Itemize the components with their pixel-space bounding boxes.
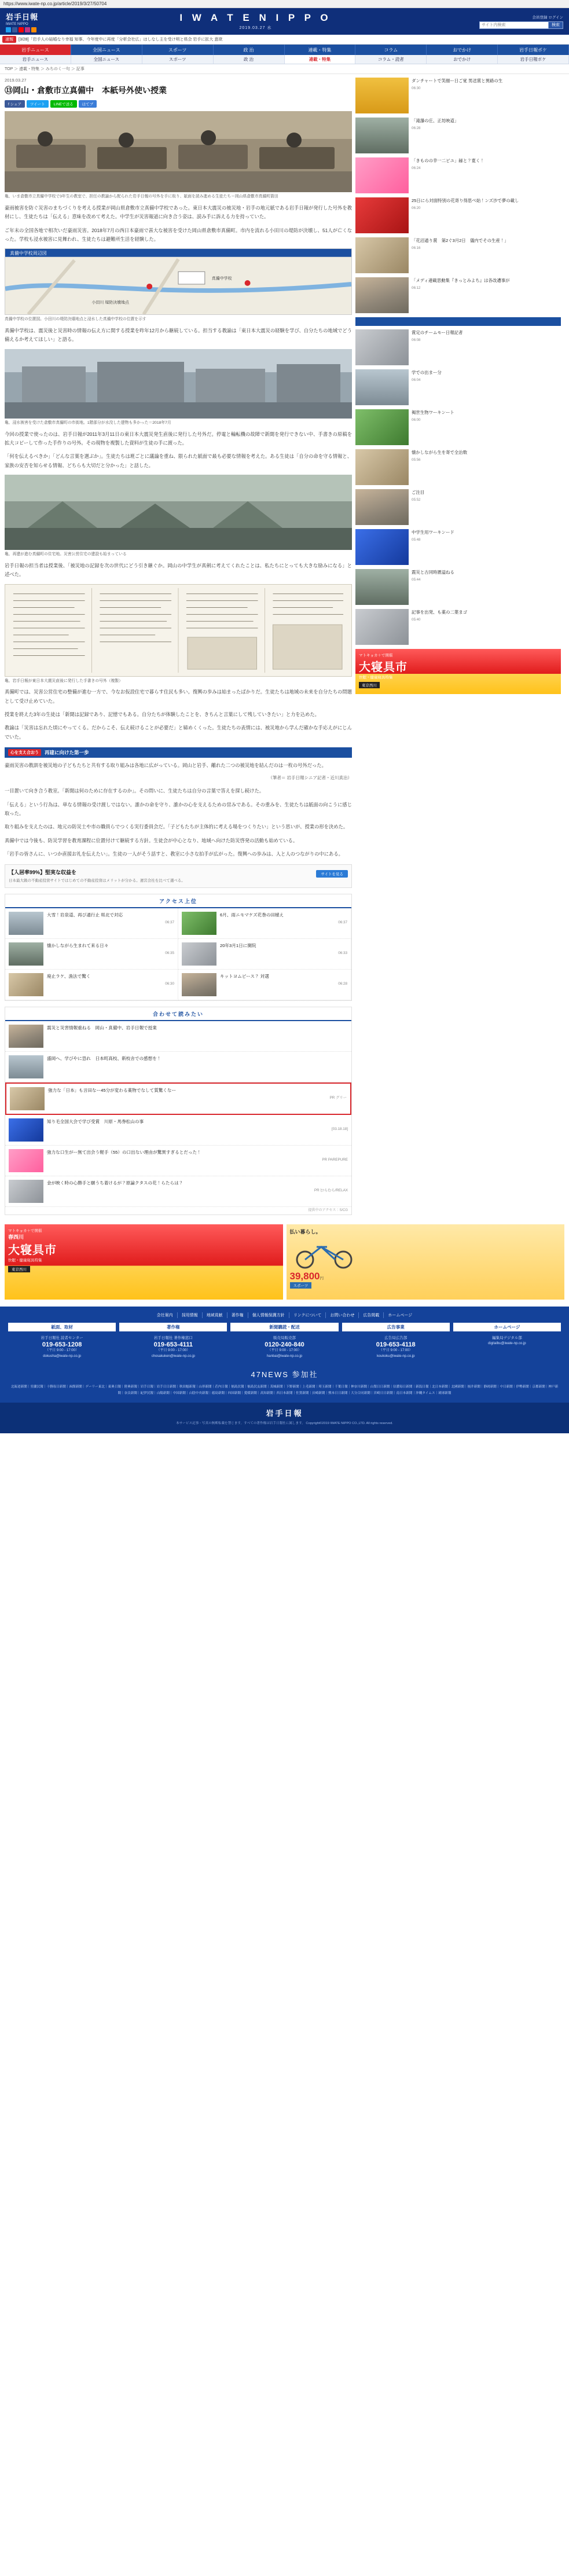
footer-col-label: 岩手日報社 著作権窓口 xyxy=(153,1336,193,1341)
subnav-sports[interactable]: スポーツ xyxy=(142,55,214,64)
news47-member-links[interactable]: 北海道新聞｜室蘭民報｜十勝毎日新聞｜函館新聞｜デーリー東北｜東奥日報｜陸奥新報｜岩手日報｜岩手日日新聞｜秋田魁新報｜山形新聞｜荘内日報｜福島民報｜福島民友新聞｜茨城新聞｜下野新聞｜上毛新聞｜埼玉新聞｜千葉日報｜神奈川新聞｜山梨日日新聞｜信濃毎日新聞｜新潟日報｜北日本新聞｜北國新聞｜福井新聞｜静岡新聞｜中日新聞｜伊勢新聞｜京都新聞｜神戸新聞｜奈良新聞｜紀伊民報｜山陽新聞｜中国新聞｜山陰中央新報｜徳島新聞｜四国新聞｜愛媛新聞｜高知新聞｜西日本新聞｜佐賀新聞｜長崎新聞｜熊本日日新聞｜大分合同新聞｜宮崎日日新聞｜南日本新聞｜沖縄タイムス｜琉球新報 xyxy=(10,1385,559,1396)
figure-photo-2 xyxy=(5,349,352,426)
access-ranking-title: アクセス上位 xyxy=(5,894,351,908)
list-item[interactable] xyxy=(5,1176,351,1207)
sidebar-item-time: 06:28 xyxy=(412,126,421,131)
list-item-title[interactable]: 6月、雨ニモマケズ花巻の田植え xyxy=(220,912,284,918)
sidebar-item-time: 06:00 xyxy=(412,418,421,423)
share-hatena-button[interactable]: はてブ xyxy=(79,100,97,108)
bicycle-banner-price: 39,800 xyxy=(289,1271,320,1282)
article-paragraph: 今回の授業で使ったのは、岩手日報が2011年3月11日の東日本大震災発生直後に発行した号外だ。停電と輪転機の故障で新聞を発行できない中、手書きの原稿を拡大コピーして作った手作りの号外。その現物を複製した資料が生徒の手に渡った。 xyxy=(5,431,352,446)
nav-sports[interactable]: スポーツ xyxy=(142,45,214,55)
list-thumbnail xyxy=(9,1180,43,1203)
list-thumbnail xyxy=(9,942,43,966)
sidebar-item-time: 06:20 xyxy=(412,206,421,211)
header-right-block xyxy=(453,14,563,29)
footer-col-head: 紙面、取材 xyxy=(8,1323,116,1331)
festival-photo-thumbnail xyxy=(355,237,409,273)
list-thumbnail xyxy=(9,973,43,996)
list-item[interactable] xyxy=(5,908,178,939)
share-line-button[interactable]: LINEで送る xyxy=(50,100,77,108)
article-paragraph: 「伝える」という行為は、単なる情報の受け渡しではない。誰かの命を守り、誰かの心を支えるための営みである。その重みを、生徒たちは紙面の向こうに感じ取った。 xyxy=(5,801,352,817)
site-logo-en: IWATE NIPPO xyxy=(6,22,28,26)
list-item-note: PR グリー xyxy=(329,1095,347,1100)
article-paragraph: 岩手日報の担当者は授業後、「被災地の記録を次の世代にどう引き継ぐか。岡山の中学生が真剣に考えてくれたことは、私たちにとっても大きな励みになる」と述べた。 xyxy=(5,562,352,578)
hero-photo-caption: 亀、いま倉敷市立真備中学校で3年生の教室で、担任の教諭から配られた岩手日報の号外を手に取り、紙面を読み進める生徒たち＝岡山県倉敷市真備町箭田 xyxy=(5,195,278,199)
article-paragraph: 豪雨災害の教訓を被災地の子どもたちと共有する取り組みは各地に広がっている。岡山と岩手、離れた二つの被災地を結んだのは一枚の号外だった。 xyxy=(5,762,326,769)
article-body xyxy=(5,204,352,742)
footer-col-mail[interactable]: koukoku@iwate-np.co.jp xyxy=(376,1354,415,1358)
sidebar-item-time: 05:48 xyxy=(412,538,421,542)
bus-photo-thumbnail xyxy=(355,78,409,113)
site-search[interactable] xyxy=(479,21,563,29)
photo2-caption: 亀、浸水被害を受けた倉敷市真備町の市街地。1階部分が水没した建物も多かった＝2018年7月 xyxy=(5,420,171,425)
footer-link-homepage[interactable]: ホームページ xyxy=(388,1313,413,1318)
related-articles-title: 合わせて読みたい xyxy=(5,1007,351,1021)
list-item-time: 06:30 xyxy=(165,981,174,986)
sidebar-news-item[interactable] xyxy=(355,609,561,645)
svg-text:真備中学校: 真備中学校 xyxy=(211,277,232,281)
article-date: 2019.03.27 xyxy=(5,78,27,83)
list-item[interactable] xyxy=(5,939,178,970)
sidebar-banner-ad[interactable] xyxy=(355,649,561,694)
sidebar-news-item[interactable] xyxy=(355,449,561,485)
sidebar-item-time: 05:44 xyxy=(412,578,421,582)
site-footer xyxy=(0,1307,569,1433)
news-photo-thumbnail xyxy=(355,609,409,645)
nav-series[interactable]: 連載・特集 xyxy=(285,45,356,55)
footer-link-ads[interactable]: 広告掲載 xyxy=(359,1312,384,1318)
list-item[interactable] xyxy=(5,1115,351,1146)
sidebar-item-time: 06:30 xyxy=(412,86,421,91)
footer-col-tel[interactable]: 0120-240-840 xyxy=(265,1341,304,1349)
nav-national-news[interactable]: 全国ニュース xyxy=(71,45,142,55)
footer-col-tel[interactable]: 019-653-4118 xyxy=(376,1341,416,1349)
quake-photo-thumbnail xyxy=(355,569,409,605)
sidebar-item-title[interactable]: ダンチャートで笑顔ー日ご覚 男送賞と異路の生 xyxy=(412,78,503,83)
list-item-time: 06:28 xyxy=(338,981,347,986)
sidebar-news-item[interactable] xyxy=(355,157,561,193)
nav-column[interactable]: コラム xyxy=(355,45,427,55)
sidebar-banner-subtitle: 快眠・健康寝具特集 xyxy=(359,676,393,680)
footer-bottom xyxy=(0,1403,569,1434)
subnav-odekake[interactable]: おでかけ xyxy=(427,55,498,64)
sidebar-item-title[interactable]: 「きものの幸一二ビユ」縁と？寛く！ xyxy=(412,158,484,163)
team-photo-thumbnail xyxy=(355,329,409,365)
svg-text:真備中学校周辺図: 真備中学校周辺図 xyxy=(9,251,47,256)
list-item[interactable] xyxy=(5,1052,351,1082)
footer-link-about-links[interactable]: リンクについて xyxy=(289,1312,326,1318)
list-item-title[interactable]: 強力な口生がー無て出会う軽手（55）の口出ない理由が驚異すぎるとだった！ xyxy=(47,1150,201,1155)
sidebar-item-title[interactable]: 25日にら対面特別の花寄り得思べ始！ンズ沙で夢の載し xyxy=(412,198,519,203)
sidebar-news-item[interactable] xyxy=(355,529,561,565)
article-paragraph: 真備中学校は、震災後と災害時の情報の伝え方に関する授業を昨年12月から継続している。担当する教諭は「東日本大震災の経験を学び、自分たちの地域でどう備えるか考えてほしい」と語る。 xyxy=(5,328,352,343)
byline: （筆者＝ 岩手日報シニア記者・近川真治） xyxy=(268,775,352,781)
location-map xyxy=(5,248,352,315)
article-paragraph: 「何を伝えるべきか」「どんな言葉を選ぶか」。生徒たちは班ごとに議論を重ね、限られた紙面で最も必要な情報を考えた。ある生徒は「自分の命を守る情報と、家族の安否を知らせる情報、どちらも大切だと分かった」と話した。 xyxy=(5,453,352,468)
sidebar-item-time: 05:40 xyxy=(412,618,421,622)
footer-col-label: 岩手日報社 読者センター xyxy=(41,1336,83,1341)
sidebar-banner-title: 大寝具市 xyxy=(359,661,408,674)
footer-col-head: 新聞購読・配送 xyxy=(230,1323,338,1331)
footer-col-mail[interactable]: chosakuken@iwate-np.co.jp xyxy=(151,1354,195,1358)
section-heading-text: 再建に向けた第一歩 xyxy=(45,750,89,756)
furniture-banner-title: 大寝具市 xyxy=(8,1244,57,1257)
footer-col-mail[interactable]: dokusha@iwate-np.co.jp xyxy=(43,1354,81,1358)
sidebar-item-title[interactable]: 懐かしながら生を寄で全治数 xyxy=(412,450,468,455)
footer-col-tel[interactable]: 019-653-4111 xyxy=(153,1341,193,1349)
sidebar-news-item[interactable] xyxy=(355,329,561,365)
site-logo-jp: 岩手日報 xyxy=(6,12,39,21)
footer-col-head: 広告事業 xyxy=(342,1323,450,1331)
sidebar-banner-line1: マトキョカ＋で開催 xyxy=(359,654,393,658)
article-paragraph: 授業を終えた3年の生徒は「新聞は記録であり、記憶でもある。自分たちが体験したことを、きちんと言葉にして残していきたい」と力を込めた。 xyxy=(5,711,320,718)
bicycle-icon xyxy=(290,1238,359,1269)
section-heading-tag: 心を支え合おう xyxy=(8,749,41,756)
bicycle-banner-tag: スポーツ xyxy=(290,1282,312,1289)
work-photo-thumbnail xyxy=(355,409,409,445)
ad-title[interactable]: 【入居率99%】堅実な収益を xyxy=(9,869,77,876)
subnav-iwate-news[interactable]: 岩手ニュース xyxy=(0,55,71,64)
newspaper-scan-illustration xyxy=(5,585,351,676)
subnav-column[interactable]: コラム・読者 xyxy=(355,55,427,64)
nav-politics[interactable]: 政 治 xyxy=(214,45,285,55)
list-thumbnail xyxy=(182,912,216,935)
furniture-sale-banner[interactable] xyxy=(5,1224,283,1300)
list-item-time: 06:37 xyxy=(338,920,347,924)
sidebar-item-title[interactable]: 「花沼通り賞 第2ぐ3月2日 儀内でその生産！」 xyxy=(412,238,509,243)
nav-odekake[interactable]: おでかけ xyxy=(427,45,498,55)
sidebar-news-item[interactable] xyxy=(355,277,561,313)
furniture-banner-season: 春西川 xyxy=(8,1234,24,1241)
youtube-icon[interactable] xyxy=(19,27,24,32)
subnav-national-news[interactable]: 全国ニュース xyxy=(71,55,142,64)
scan-caption: 亀、岩手日報が東日本大震災直後に発行した手書きの号外（複製） xyxy=(5,678,123,683)
page-body xyxy=(0,74,569,1224)
footer-link-copyright[interactable]: 著作権 xyxy=(227,1312,248,1318)
footer-col-hours: （平日 9:00 - 17:00） xyxy=(45,1349,79,1353)
footer-column-copyright xyxy=(119,1323,227,1359)
access-ranking-list xyxy=(5,908,351,1000)
sidebar-news-item[interactable] xyxy=(355,569,561,605)
map-illustration xyxy=(5,249,351,314)
share-facebook-button[interactable]: f シェア xyxy=(5,100,25,108)
sidebar-item-time: 06:04 xyxy=(412,378,421,383)
list-thumbnail xyxy=(182,942,216,966)
sidebar-news-item[interactable] xyxy=(355,118,561,153)
footer-col-hours: （平日 9:00 - 17:00） xyxy=(267,1349,302,1353)
sidebar-item-title[interactable]: 「メディ連載思動集『きっとみよち』は各改遭事が xyxy=(412,278,510,283)
flash-tag: 速報 xyxy=(2,36,16,43)
list-thumbnail xyxy=(9,1149,43,1172)
footer-link-contact[interactable]: お問い合わせ xyxy=(326,1312,359,1318)
sidebar-item-title[interactable]: 中学生用ワーキンード xyxy=(412,530,454,535)
townscape-illustration xyxy=(5,349,352,419)
sidebar-item-title[interactable]: ご注目 xyxy=(412,490,425,495)
main-column xyxy=(5,78,352,1221)
furniture-banner-top: マトキョカ＋で開催 xyxy=(8,1229,42,1234)
sidebar-item-title[interactable]: 震災と古同時置溢ねる xyxy=(412,570,454,575)
list-item-title[interactable]: 廃止ラケ、漁法で驚く xyxy=(47,974,91,979)
page-title: ⑬岡山・倉敷市立真備中 本紙号外使い授業 xyxy=(5,86,167,95)
poster-photo-thumbnail xyxy=(355,197,409,233)
furniture-banner-sub: 快眠・健康寝具特集 xyxy=(8,1258,42,1263)
sidebar-item-title[interactable]: 「滝瀑の庄、正坊映道」 xyxy=(412,118,459,123)
figure-document-scan xyxy=(5,584,352,684)
list-item[interactable] xyxy=(178,939,351,970)
footer-link-privacy[interactable]: 個人情報保護方針 xyxy=(248,1312,289,1318)
list-item-time: 06:35 xyxy=(165,951,174,955)
portrait-photo-thumbnail xyxy=(355,449,409,485)
footer-copyright: 本サービス記事・写真の無断転載を禁じます。すべての著作権は岩手日報社に属します。 Copyright©2019 IWATE NIPPO CO.,LTD. All rights reserved. xyxy=(176,1421,393,1425)
sidebar-news-item[interactable] xyxy=(355,409,561,445)
sidebar-banner-brand: 東京西川 xyxy=(359,682,380,688)
secondary-nav[interactable] xyxy=(0,55,569,64)
list-item-title[interactable]: 20年3月1日に開院 xyxy=(220,943,256,949)
section-heading xyxy=(5,747,352,758)
list-item-title[interactable]: 強力な「日本」も言田なー45分が変わる薬物でなして質驚くなー xyxy=(48,1088,177,1093)
figure-map xyxy=(5,248,352,322)
note-photo-thumbnail xyxy=(355,489,409,525)
sidebar-item-time: 06:24 xyxy=(412,166,421,171)
footer-col-mail[interactable]: digitalbu@iwate-np.co.jp xyxy=(488,1342,526,1346)
list-item-time: 06:33 xyxy=(338,951,347,955)
sidebar xyxy=(355,78,561,698)
bicycle-banner-title: 払い暮らし。 xyxy=(289,1229,321,1235)
share-buttons[interactable] xyxy=(5,100,352,108)
article-paragraph: 豪雨被害を防ぐ災害のまちづくりを考える授業が岡山県倉敷市立真備中学校であった。東日本大震災の被災地・岩手の地元紙である岩手日報が発行した号外を教材にし、生徒たちは「伝える」意味を改めて考えた。中学生が災害報道に向き合う姿は、読み手に訴える力を持っていた。 xyxy=(5,204,352,220)
footer-col-mail[interactable]: hanbai@iwate-np.co.jp xyxy=(266,1354,303,1358)
article-paragraph: 真備町では、災害公営住宅の整備が進む一方で、今なお仮設住宅で暮らす住民も多い。復興の歩みは始まったばかりだ。生徒たちは地域の未来を自分たちの問題として受け止めていた。 xyxy=(5,689,352,704)
subnav-series[interactable]: 連載・特集 xyxy=(285,55,356,64)
sidebar-item-title[interactable]: 学での出まー分 xyxy=(412,370,442,375)
list-item[interactable] xyxy=(5,1021,351,1052)
list-item-title[interactable]: 盛岡へ、学びやに恐れ 日本町高校、新校舎での感想を！ xyxy=(47,1056,161,1062)
search-button[interactable]: 検索 xyxy=(549,21,563,29)
classroom-illustration xyxy=(5,111,352,192)
bicycle-banner-unit: 円 xyxy=(320,1276,324,1281)
list-item-title[interactable]: 知り毛全国大会で学び受賞 川原・馬券松山の事 xyxy=(47,1119,144,1125)
sidebar-news-item[interactable] xyxy=(355,197,561,233)
footer-col-hours: （平日 9:00 - 17:00） xyxy=(156,1349,190,1353)
bottom-banner-row xyxy=(0,1224,569,1304)
footer-col-head: 著作権 xyxy=(119,1323,227,1331)
site-logo[interactable] xyxy=(6,11,58,32)
list-item-title[interactable]: 懐かしながら生まれて来る日々 xyxy=(47,943,109,949)
footer-column-homepage xyxy=(453,1323,561,1359)
list-item-note: PR PAREPURE xyxy=(322,1157,348,1162)
sidebar-news-item[interactable] xyxy=(355,78,561,113)
site-header xyxy=(0,8,569,35)
footer-nav[interactable] xyxy=(0,1312,569,1323)
subnav-politics[interactable]: 政 治 xyxy=(214,55,285,64)
list-item-highlighted[interactable] xyxy=(5,1082,351,1115)
list-thumbnail xyxy=(10,1087,45,1110)
member-login-link[interactable]: 会員登録 ログイン xyxy=(532,15,563,20)
junior-photo-thumbnail xyxy=(355,529,409,565)
list-thumbnail xyxy=(9,1055,43,1078)
primary-nav[interactable] xyxy=(0,45,569,55)
movie-photo-thumbnail xyxy=(355,118,409,153)
sidebar-section-heading xyxy=(355,317,561,326)
article-paragraph: 「岩手の皆さんに、いつか直接お礼を伝えたい」。生徒の一人がそう話すと、教室に小さな拍手が広がった。復興への歩みは、人と人のつながりの中にある。 xyxy=(5,851,343,857)
sidebar-item-title[interactable]: 記事を出発、も薬の二葉まゴ xyxy=(412,610,468,615)
footer-link-recruit[interactable]: 採用情報 xyxy=(178,1312,203,1318)
search-input[interactable] xyxy=(479,21,549,29)
subnav-pocket[interactable]: 岩手日報ポケ xyxy=(498,55,569,64)
footer-column-subscription xyxy=(230,1323,338,1359)
access-ranking-block xyxy=(5,894,352,1001)
header-date: 2019.03.27 水 xyxy=(239,26,272,30)
instagram-icon[interactable] xyxy=(25,27,30,32)
header-social-links[interactable] xyxy=(6,27,58,32)
list-thumbnail xyxy=(9,912,43,935)
ad-description: 日本最大級の不動産投資サイトではじめての不動産投資はメリットが分かる。運営会社を比べて選べる。 xyxy=(9,879,185,883)
footer-col-label: 編集局デジタル部 xyxy=(492,1336,522,1341)
article-paragraph: 教諭は「災害は忘れた頃にやってくる。だからこそ、伝え続けることが必要だ」と締めくくった。生徒たちの表情には、被災地から学んだ確かな手応えがにじんでいた。 xyxy=(5,725,352,740)
footer-logo: 岩手日報 xyxy=(266,1408,303,1418)
list-thumbnail xyxy=(9,1118,43,1142)
svg-text:小田川 堤防決壊地点: 小田川 堤防決壊地点 xyxy=(91,300,130,305)
browser-url-bar[interactable]: https://www.iwate-np.co.jp/article/2019/3/27/50704 xyxy=(0,0,569,8)
bicycle-sale-banner[interactable] xyxy=(287,1224,565,1300)
sidebar-item-time: 05:52 xyxy=(412,498,421,502)
footer-col-hours: （平日 9:00 - 17:00） xyxy=(379,1349,413,1353)
list-item-title[interactable]: 大雪！岩泉道、再び通行止 県北で対応 xyxy=(47,912,123,918)
sidebar-item-time: 06:16 xyxy=(412,246,421,251)
sidebar-item-time: 06:08 xyxy=(412,338,421,343)
list-thumbnail xyxy=(182,973,216,996)
list-item-title[interactable]: 金が映く時の心勝手と願うち着けるが？原論クタスの花！らたらは？ xyxy=(47,1180,183,1186)
list-item-title[interactable]: キットヨムピース？ 対選 xyxy=(220,974,269,979)
sidebar-item-time: 05:56 xyxy=(412,458,421,463)
kimono-photo-thumbnail xyxy=(355,157,409,193)
sidebar-news-item[interactable] xyxy=(355,489,561,525)
list-item-note: PR ﾋｺらむら/RELAX xyxy=(314,1188,348,1192)
related-articles-block xyxy=(5,1007,352,1215)
list-item[interactable] xyxy=(178,970,351,1000)
article-paragraph: 真備中では今後も、防災学習を教育課程に位置付けて継続する方針。生徒会が中心となり、地域へ向けた防災啓発の活動も始めている。 xyxy=(5,837,298,843)
list-thumbnail xyxy=(9,1025,43,1048)
related-source-note: 提供中のアクセス：S/CG xyxy=(308,1209,348,1213)
breadcrumb[interactable]: TOP ＞ 連載・特集 ＞ みちのく一句 ＞ 記事 xyxy=(0,64,569,74)
footer-link-company[interactable]: 会社案内 xyxy=(153,1312,178,1318)
article-hero-photo xyxy=(5,111,352,192)
sidebar-item-title[interactable]: 賞定のチームモー日報記者 xyxy=(412,330,463,335)
bicycle-banner-price-row xyxy=(290,1271,561,1282)
book-photo-thumbnail xyxy=(355,277,409,313)
article-paragraph: 取り組みを支えたのは、地元の防災士や市の職員らでつくる実行委員会だ。「子どもたちが主体的に考える場をつくりたい」という思いが、授業の形を決めた。 xyxy=(5,824,348,830)
footer-column-advertising xyxy=(342,1323,450,1359)
news47-heading: 47NEWS 参加社 xyxy=(251,1370,318,1379)
ad-cta-button[interactable]: サイトを見る xyxy=(316,870,348,878)
furniture-banner-brand: 東京西川 xyxy=(8,1266,30,1272)
header-brand: I W A T E N I P P O xyxy=(179,12,332,23)
nav-iwate-news[interactable]: 岩手ニュース xyxy=(0,45,71,55)
article-paragraph: 一目置いて向き合う教室。「新聞は何のために存在するのか」。その問いに、生徒たちは自分の言葉で答えを探し続けた。 xyxy=(5,788,265,794)
sidebar-item-title[interactable]: 褐世生物ワーキンート xyxy=(412,410,454,415)
sidebar-item-time: 06:12 xyxy=(412,286,421,291)
photo3-caption: 亀、再建が進む真備町の住宅地。災害公営住宅の建設も始まっている xyxy=(5,552,127,556)
article-paragraph: ご年末の全国各地で相次いだ豪雨災害。2018年7月の西日本豪雨で甚大な被害を受けた岡山県倉敷市真備町。市内を流れる小田川の堤防が決壊し、51人が亡くなった。学校も浸水被害に見舞われ、生徒たちは避難所生活を経験した。 xyxy=(5,227,352,242)
list-item-title[interactable]: 震災と災害情報重ねる 岡山・真備中、岩手日報で授業 xyxy=(47,1025,157,1031)
list-item[interactable] xyxy=(5,970,178,1000)
share-twitter-button[interactable]: ツイート xyxy=(27,100,49,108)
twitter-icon[interactable] xyxy=(6,27,11,32)
article-sub-body xyxy=(5,761,352,858)
housing-illustration xyxy=(5,475,352,550)
flash-news-bar[interactable] xyxy=(0,35,569,45)
facebook-icon[interactable] xyxy=(12,27,17,32)
extra-edition-scan xyxy=(5,584,352,677)
footer-column-editorial xyxy=(8,1323,116,1359)
footer-col-label: 販売局販売部 xyxy=(273,1336,296,1341)
list-item-note: [03.18.18] xyxy=(331,1126,348,1131)
flash-text[interactable]: [3/28]「岩手人の結婚なり幸福 知事、今年度中に再度「分析会社広」はしなし主を受け明と県会 岩手に拡大 意欲 xyxy=(19,38,223,42)
rebuild-photo xyxy=(5,475,352,550)
list-item[interactable] xyxy=(178,908,351,939)
header-brand-block xyxy=(58,12,453,31)
footer-link-contribution[interactable]: 地域貢献 xyxy=(203,1312,227,1318)
advertisement-block[interactable] xyxy=(5,864,352,888)
sidebar-news-item[interactable] xyxy=(355,237,561,273)
rss-icon[interactable] xyxy=(31,27,36,32)
flood-photo xyxy=(5,349,352,419)
footer-col-tel[interactable]: 019-653-1208 xyxy=(42,1341,82,1349)
sidebar-news-item[interactable] xyxy=(355,369,561,405)
figure-photo-3 xyxy=(5,475,352,557)
list-item[interactable] xyxy=(5,1146,351,1176)
map-caption: 真備中学校の位置図。小田川の堤防決壊地点と浸水した真備中学校の位置を示す xyxy=(5,317,146,322)
footer-contact-columns xyxy=(0,1323,569,1365)
footer-col-label: 広告局広告部 xyxy=(384,1336,408,1341)
nav-pocket[interactable]: 岩手日報ポケ xyxy=(498,45,569,55)
school-photo-thumbnail xyxy=(355,369,409,405)
footer-col-head: ホームページ xyxy=(453,1323,561,1331)
list-item-time: 06:37 xyxy=(165,920,174,924)
